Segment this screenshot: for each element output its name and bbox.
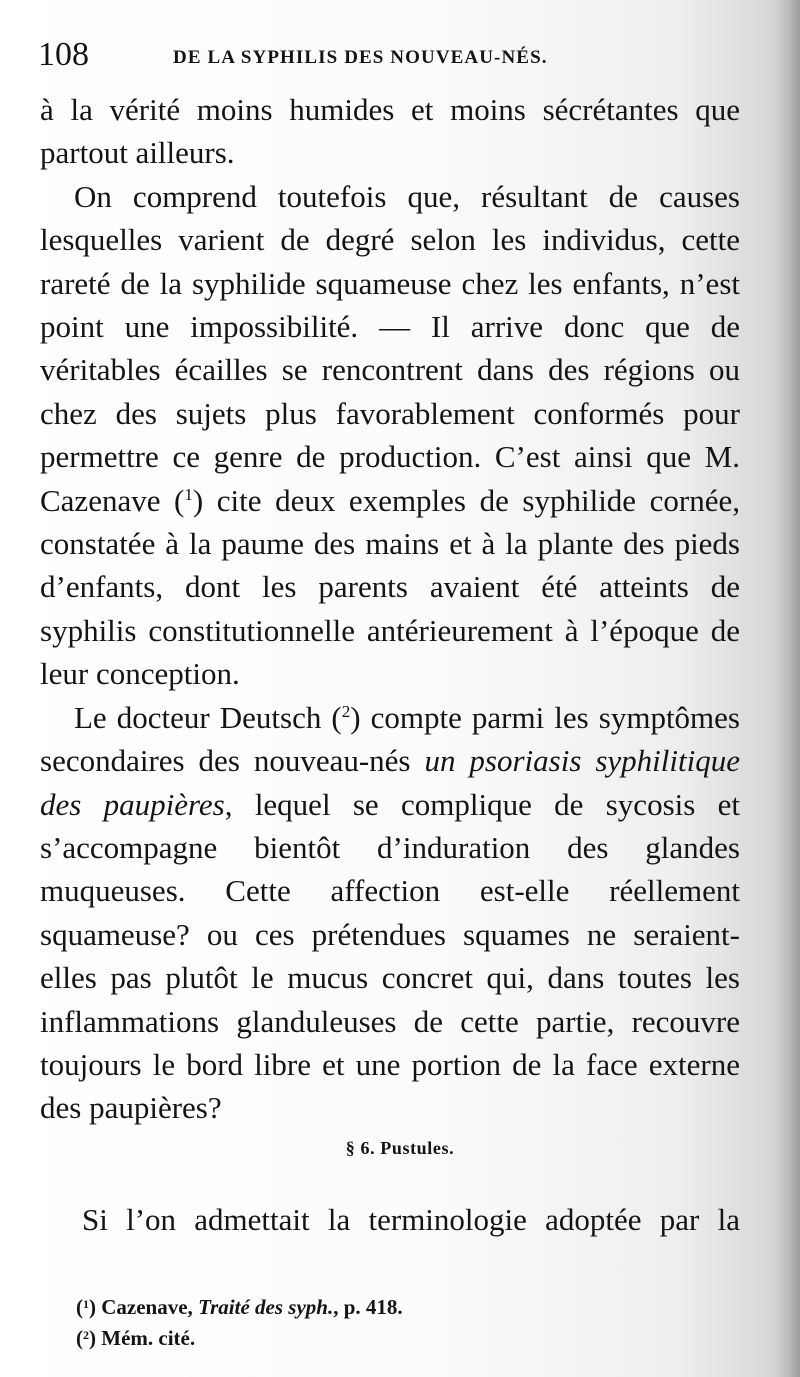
paragraph-terminology — [40, 1198, 740, 1241]
footnote-1-mark: ($^1$) — [76, 1295, 96, 1319]
footnote-1 — [76, 1290, 736, 1321]
paragraph-1-text: à la vérité moins humides et moins sécrétantes que partout ailleurs. — [40, 92, 740, 171]
footnote-2-mark: ($^2$) — [76, 1326, 96, 1350]
page-header — [38, 36, 738, 86]
footnote-2-number: 2 — [83, 1328, 89, 1342]
paragraph-3-text-b: ) compte parmi les symptômes secondaires des nouveau-nés — [40, 699, 740, 779]
footnote-1-number: 1 — [83, 1297, 89, 1311]
footnote-2-text: Mém. cité. — [101, 1326, 196, 1350]
footnote-2 — [76, 1321, 736, 1352]
footnote-1-author: Cazenave, — [101, 1295, 199, 1319]
footnote-ref-2[interactable]: 2 — [341, 701, 351, 721]
paragraph-cazenave — [40, 175, 740, 696]
footnote-ref-1[interactable]: 1 — [184, 484, 193, 504]
footnote-1-rest: , p. 418. — [333, 1295, 403, 1319]
paragraph-3-italic: un psoriasis syphilitique des paupières — [40, 743, 740, 822]
paragraph-3-text-a: Le docteur Deutsch ( — [74, 699, 342, 735]
paragraph-3-text-c: , lequel se complique de sycosis et s’accompagne bientôt d’induration des glandes muqueuses. Cette affection est-elle réellement squameuse? ou ces prétendues squames ne seraient-elles pas plutôt le mucus concret qui, dans toutes les inflammations glanduleuses de cette partie, recouvre toujours le bord libre et une portion de la face externe des paupières? — [40, 786, 740, 1126]
footnote-1-work: Traité des syph. — [198, 1295, 334, 1319]
page-number: 108 — [38, 36, 89, 73]
paragraph-4-text: Si l’on admettait la terminologie adoptée par la — [82, 1202, 740, 1237]
body-text — [40, 88, 740, 1130]
page-edge-shadow — [774, 0, 800, 1377]
section-heading: § 6. Pustules. — [345, 1138, 455, 1158]
paragraph-deutsch — [40, 696, 740, 1130]
footnotes — [76, 1290, 736, 1352]
paragraph-continuation — [40, 88, 740, 175]
paragraph-2-text-a: On comprend toutefois que, résultant de causes lesquelles varient de degré selon les individus, cette rareté de la syphilide squameuse chez les enfants, n’est point une impossibilité. — Il arrive donc que de véritables écailles se rencontrent dans des régions ou chez des sujets plus favorablement conformés pour permettre ce genre de production. C’est ainsi que M. Cazenave ( — [40, 178, 740, 518]
running-title: DE LA SYPHILIS DES NOUVEAU-NÉS. — [173, 47, 548, 68]
paragraph-2-text-b: ) cite deux exemples de syphilide cornée, constatée à la paume des mains et à la plante des pieds d’enfants, dont les parents avaient été atteints de syphilis constitutionnelle antérieurement à l’époque de leur conception. — [40, 482, 740, 692]
